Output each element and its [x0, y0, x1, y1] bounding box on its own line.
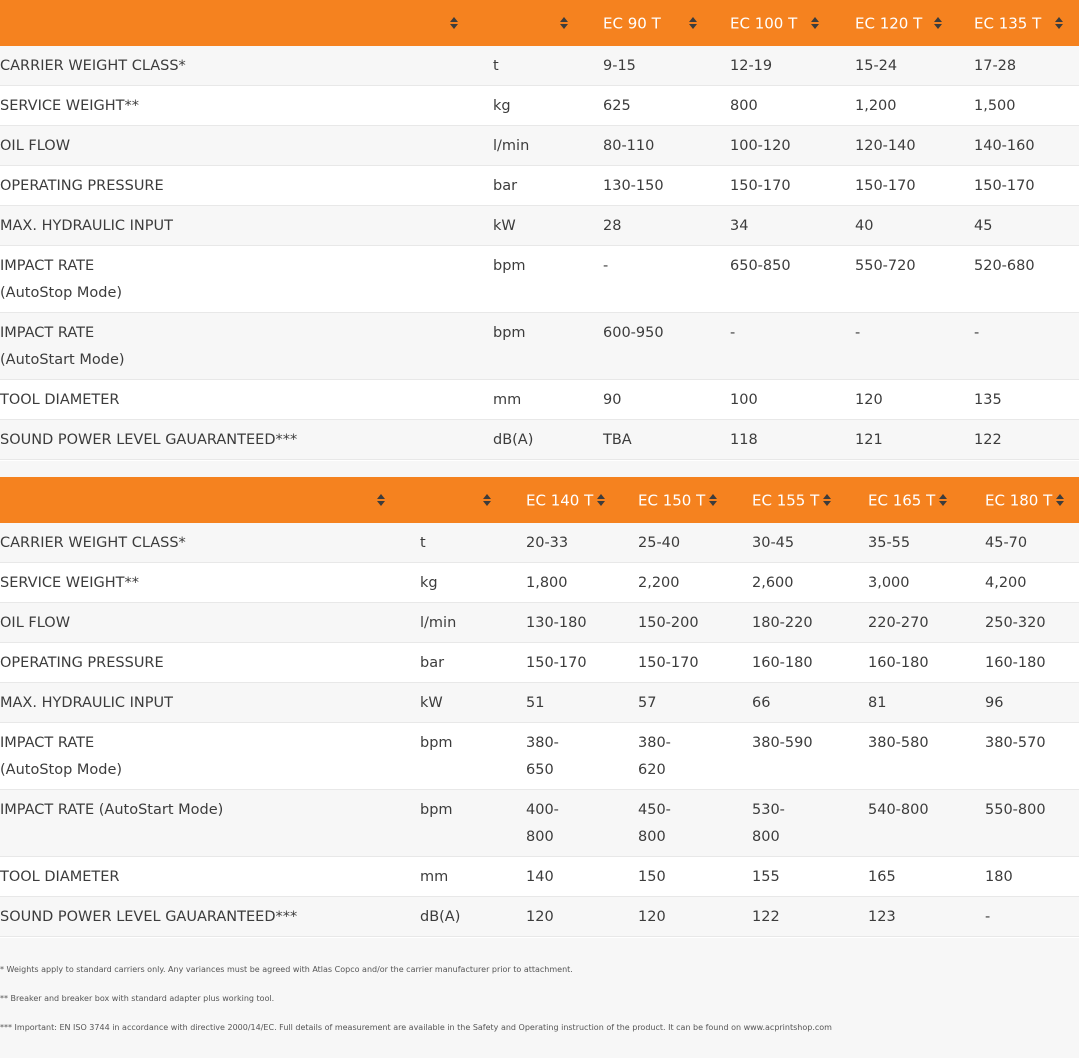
- table-cell: 140: [502, 857, 614, 897]
- row-unit: t: [469, 46, 579, 86]
- column-header[interactable]: EC 90 T: [579, 0, 706, 46]
- spec-table-2: [0, 477, 1079, 937]
- table-row: [0, 166, 1079, 206]
- table-cell: -: [961, 897, 1079, 937]
- footnote: *** Important: EN ISO 3744 in accordance with directive 2000/14/EC. Full details of measurement are available in the Safety and Operating instruction of the product. It can be found on www.acprintshop.com: [0, 1023, 832, 1032]
- column-header[interactable]: EC 155 T: [728, 477, 844, 523]
- table-cell: 12-19: [706, 46, 831, 86]
- table-row: [0, 603, 1079, 643]
- row-label: [0, 246, 469, 313]
- table-header-row: [0, 477, 1079, 523]
- row-label-subtext: (AutoStop Mode): [0, 762, 123, 778]
- table-cell: 150-170: [502, 643, 614, 683]
- table-cell: -: [950, 313, 1079, 380]
- row-label: [0, 683, 396, 723]
- table-cell: 380- 650: [502, 723, 614, 790]
- table-cell: 2,600: [728, 563, 844, 603]
- row-label-text: OPERATING PRESSURE: [0, 655, 164, 671]
- table-cell: 15-24: [831, 46, 950, 86]
- sort-icon: [560, 17, 569, 29]
- table-cell: 100-120: [706, 126, 831, 166]
- table-cell: 165: [844, 857, 961, 897]
- row-label-text: MAX. HYDRAULIC INPUT: [0, 218, 173, 234]
- table-cell: 9-15: [579, 46, 706, 86]
- row-unit: bar: [396, 643, 502, 683]
- row-label-text: CARRIER WEIGHT CLASS*: [0, 58, 186, 74]
- table-cell: 45: [950, 206, 1079, 246]
- row-label: [0, 603, 396, 643]
- table-row: [0, 523, 1079, 563]
- table-cell: 120: [831, 380, 950, 420]
- table-row: [0, 313, 1079, 380]
- row-label: [0, 723, 396, 790]
- table-cell: 118: [706, 420, 831, 460]
- row-label: [0, 126, 469, 166]
- column-header[interactable]: EC 165 T: [844, 477, 961, 523]
- table-cell: 800: [706, 86, 831, 126]
- table-cell: 540-800: [844, 790, 961, 857]
- table-cell: 160-180: [844, 643, 961, 683]
- row-label-text: OIL FLOW: [0, 138, 71, 154]
- table-cell: 20-33: [502, 523, 614, 563]
- table-cell: 96: [961, 683, 1079, 723]
- table-row: [0, 683, 1079, 723]
- table-row: [0, 206, 1079, 246]
- table-row: [0, 420, 1079, 460]
- footnote: * Weights apply to standard carriers only. Any variances must be agreed with Atlas Copco and/or the carrier manufacturer prior to attachment.: [0, 965, 573, 974]
- column-header[interactable]: EC 150 T: [614, 477, 728, 523]
- table-cell: 81: [844, 683, 961, 723]
- sort-icon: [450, 17, 459, 29]
- table-cell: 130-180: [502, 603, 614, 643]
- table-cell: 90: [579, 380, 706, 420]
- table-cell: 17-28: [950, 46, 1079, 86]
- row-unit: dB(A): [469, 420, 579, 460]
- row-label-text: OIL FLOW: [0, 615, 71, 631]
- sort-icon: [689, 17, 698, 29]
- table-cell: 600-950: [579, 313, 706, 380]
- row-label-text: TOOL DIAMETER: [0, 869, 120, 885]
- table-cell: 57: [614, 683, 728, 723]
- table-cell: 380-590: [728, 723, 844, 790]
- table-row: [0, 86, 1079, 126]
- row-label: [0, 897, 396, 937]
- row-label: [0, 643, 396, 683]
- table-cell: 2,200: [614, 563, 728, 603]
- row-label: [0, 523, 396, 563]
- table-cell: 160-180: [728, 643, 844, 683]
- row-unit: l/min: [469, 126, 579, 166]
- table-cell: 1,500: [950, 86, 1079, 126]
- column-header[interactable]: EC 140 T: [502, 477, 614, 523]
- table-cell: 3,000: [844, 563, 961, 603]
- row-label: [0, 206, 469, 246]
- table-cell: 1,200: [831, 86, 950, 126]
- table-cell: 180: [961, 857, 1079, 897]
- sort-icon: [597, 494, 606, 506]
- row-label-text: OPERATING PRESSURE: [0, 178, 164, 194]
- table-header-row: [0, 0, 1079, 46]
- sort-icon: [934, 17, 943, 29]
- sort-icon: [823, 494, 832, 506]
- row-unit: t: [396, 523, 502, 563]
- sort-icon: [1056, 494, 1065, 506]
- table-row: [0, 857, 1079, 897]
- table-row: [0, 563, 1079, 603]
- table-row: [0, 790, 1079, 857]
- table-cell: 380- 620: [614, 723, 728, 790]
- table-cell: 150-170: [706, 166, 831, 206]
- table-cell: 520-680: [950, 246, 1079, 313]
- table-cell: 140-160: [950, 126, 1079, 166]
- spec-table-1: [0, 0, 1079, 460]
- table-cell: 66: [728, 683, 844, 723]
- row-label-text: MAX. HYDRAULIC INPUT: [0, 695, 173, 711]
- sort-icon: [377, 494, 386, 506]
- row-label: [0, 420, 469, 460]
- column-header[interactable]: EC 135 T: [950, 0, 1079, 46]
- table-cell: 550-800: [961, 790, 1079, 857]
- table-cell: -: [579, 246, 706, 313]
- row-unit: bpm: [469, 313, 579, 380]
- row-unit: bpm: [396, 723, 502, 790]
- row-label: [0, 380, 469, 420]
- row-label-subtext: (AutoStart Mode): [0, 352, 125, 368]
- row-label-text: SERVICE WEIGHT**: [0, 575, 140, 591]
- table-cell: 35-55: [844, 523, 961, 563]
- table-cell: 400- 800: [502, 790, 614, 857]
- sort-label-column[interactable]: [0, 0, 469, 46]
- row-label: [0, 166, 469, 206]
- table-gap: [0, 461, 1079, 477]
- sort-icon: [1055, 17, 1064, 29]
- table-cell: 380-580: [844, 723, 961, 790]
- table-cell: 135: [950, 380, 1079, 420]
- row-unit: bar: [469, 166, 579, 206]
- table-cell: 122: [728, 897, 844, 937]
- table-cell: 121: [831, 420, 950, 460]
- table-cell: 51: [502, 683, 614, 723]
- table-cell: 150-170: [614, 643, 728, 683]
- sort-unit-column[interactable]: [396, 477, 502, 523]
- table-cell: -: [706, 313, 831, 380]
- table-cell: 220-270: [844, 603, 961, 643]
- row-unit: kW: [396, 683, 502, 723]
- table-cell: 150-170: [950, 166, 1079, 206]
- column-header[interactable]: EC 120 T: [831, 0, 950, 46]
- footnote: ** Breaker and breaker box with standard adapter plus working tool.: [0, 994, 275, 1003]
- row-label: [0, 46, 469, 86]
- sort-label-column[interactable]: [0, 477, 396, 523]
- table-cell: 45-70: [961, 523, 1079, 563]
- column-header[interactable]: EC 180 T: [961, 477, 1079, 523]
- row-unit: dB(A): [396, 897, 502, 937]
- table-cell: 160-180: [961, 643, 1079, 683]
- sort-icon: [811, 17, 820, 29]
- table-cell: 120: [502, 897, 614, 937]
- table-cell: 155: [728, 857, 844, 897]
- table-cell: 650-850: [706, 246, 831, 313]
- table-cell: 180-220: [728, 603, 844, 643]
- row-unit: mm: [469, 380, 579, 420]
- row-label-text: TOOL DIAMETER: [0, 392, 120, 408]
- row-label: [0, 313, 469, 380]
- row-label-text: IMPACT RATE (AutoStart Mode): [0, 802, 224, 818]
- row-unit: kg: [469, 86, 579, 126]
- row-label-text: SOUND POWER LEVEL GAUARANTEED***: [0, 909, 298, 925]
- table-cell: 450- 800: [614, 790, 728, 857]
- row-label-text: SOUND POWER LEVEL GAUARANTEED***: [0, 432, 298, 448]
- table-cell: 30-45: [728, 523, 844, 563]
- table-row: [0, 643, 1079, 683]
- table-cell: 120: [614, 897, 728, 937]
- table-row: [0, 380, 1079, 420]
- table-cell: TBA: [579, 420, 706, 460]
- table-cell: 80-110: [579, 126, 706, 166]
- table-row: [0, 246, 1079, 313]
- row-label-text: IMPACT RATE: [0, 258, 95, 274]
- column-header[interactable]: EC 100 T: [706, 0, 831, 46]
- sort-icon: [709, 494, 718, 506]
- table-cell: 100: [706, 380, 831, 420]
- table-cell: 40: [831, 206, 950, 246]
- row-label-subtext: (AutoStop Mode): [0, 285, 123, 301]
- table-cell: -: [831, 313, 950, 380]
- table-row: [0, 897, 1079, 937]
- table-cell: 25-40: [614, 523, 728, 563]
- table-row: [0, 723, 1079, 790]
- sort-unit-column[interactable]: [469, 0, 579, 46]
- row-unit: kg: [396, 563, 502, 603]
- table-cell: 123: [844, 897, 961, 937]
- table-cell: 130-150: [579, 166, 706, 206]
- table-cell: 34: [706, 206, 831, 246]
- table-cell: 625: [579, 86, 706, 126]
- sort-icon: [939, 494, 948, 506]
- table-cell: 150-170: [831, 166, 950, 206]
- table-cell: 550-720: [831, 246, 950, 313]
- table-cell: 150-200: [614, 603, 728, 643]
- row-label: [0, 563, 396, 603]
- row-unit: kW: [469, 206, 579, 246]
- table-cell: 150: [614, 857, 728, 897]
- table-cell: 380-570: [961, 723, 1079, 790]
- row-unit: l/min: [396, 603, 502, 643]
- table-cell: 250-320: [961, 603, 1079, 643]
- row-unit: mm: [396, 857, 502, 897]
- row-label: [0, 790, 396, 857]
- row-label: [0, 86, 469, 126]
- sort-icon: [483, 494, 492, 506]
- table-cell: 28: [579, 206, 706, 246]
- row-label-text: IMPACT RATE: [0, 325, 95, 341]
- table-row: [0, 46, 1079, 86]
- row-unit: bpm: [469, 246, 579, 313]
- row-label-text: SERVICE WEIGHT**: [0, 98, 140, 114]
- table-cell: 1,800: [502, 563, 614, 603]
- table-cell: 4,200: [961, 563, 1079, 603]
- table-cell: 530- 800: [728, 790, 844, 857]
- table-row: [0, 126, 1079, 166]
- footnotes: [0, 938, 1079, 1058]
- row-label-text: CARRIER WEIGHT CLASS*: [0, 535, 186, 551]
- row-unit: bpm: [396, 790, 502, 857]
- table-cell: 122: [950, 420, 1079, 460]
- row-label-text: IMPACT RATE: [0, 735, 95, 751]
- row-label: [0, 857, 396, 897]
- table-cell: 120-140: [831, 126, 950, 166]
